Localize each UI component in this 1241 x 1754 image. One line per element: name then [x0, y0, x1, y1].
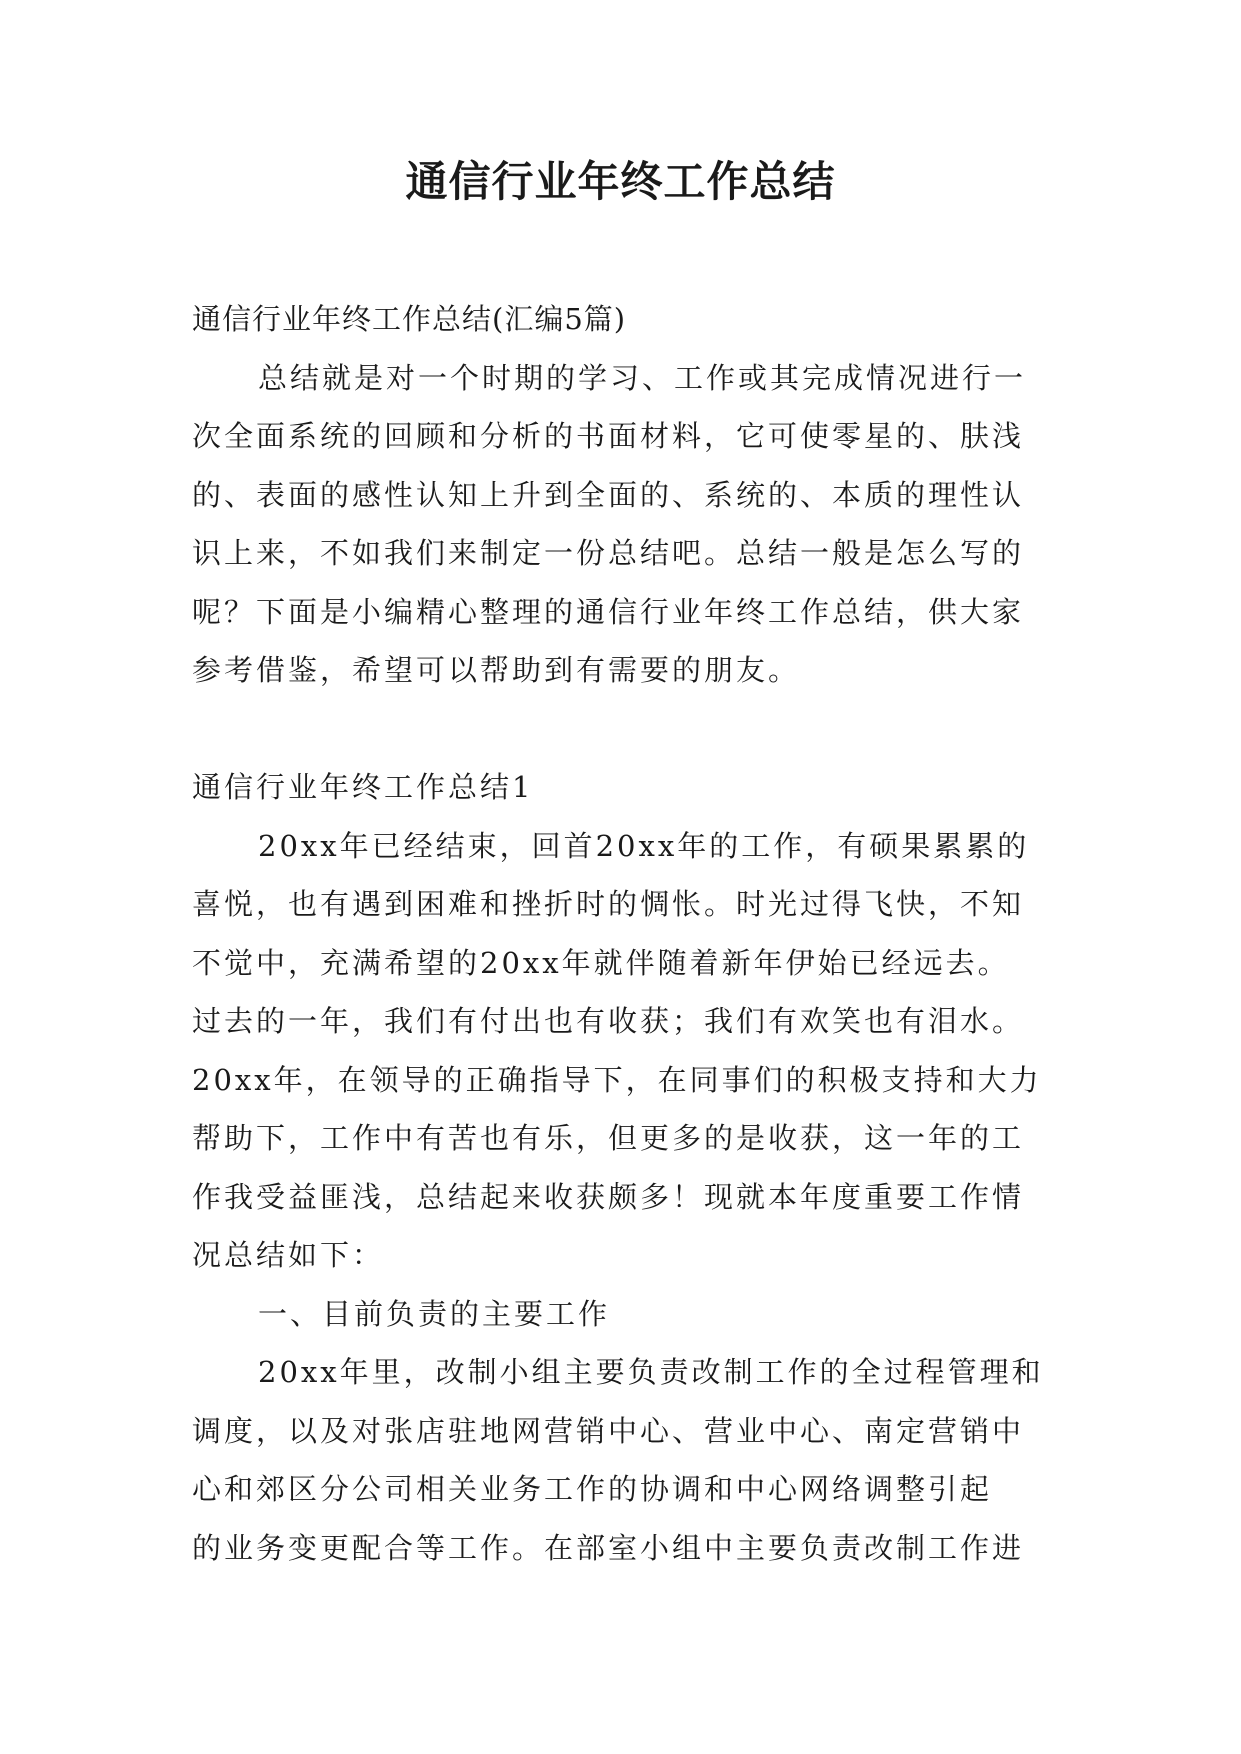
text-line: 过去的一年，我们有付出也有收获；我们有欢笑也有泪水。	[192, 1004, 1025, 1038]
text-line: 次全面系统的回顾和分析的书面材料，它可使零星的、肤浅	[192, 419, 1025, 453]
text-line: 20xx年已经结束，回首20xx年的工作，有硕果累累的	[258, 828, 1030, 863]
text-line: 调度，以及对张店驻地网营销中心、营业中心、南定营销中	[192, 1413, 1025, 1448]
text-line: 20xx年里，改制小组主要负责改制工作的全过程管理和	[258, 1355, 1044, 1389]
document-subtitle: 通信行业年终工作总结(汇编5篇)	[192, 302, 627, 336]
text-line: 总结就是对一个时期的学习、工作或其完成情况进行一	[258, 360, 1027, 395]
text-line: 帮助下，工作中有苦也有乐，但更多的是收获，这一年的工	[192, 1121, 1025, 1155]
text-line: 作我受益匪浅，总结起来收获颇多！现就本年度重要工作情	[192, 1179, 1025, 1214]
text-line: 喜悦，也有遇到困难和挫折时的惆怅。时光过得飞快，不知	[192, 887, 1025, 921]
text-line: 的、表面的感性认知上升到全面的、系统的、本质的理性认	[192, 477, 1025, 512]
paragraph-gap	[192, 700, 1052, 759]
text-line: 呢？下面是小编精心整理的通信行业年终工作总结，供大家	[192, 594, 1025, 629]
section-paragraph	[192, 817, 1052, 1285]
point-heading: 一、目前负责的主要工作	[258, 1296, 611, 1331]
text-line: 不觉中，充满希望的20xx年就伴随着新年伊始已经远去。	[192, 945, 1010, 980]
document-body	[192, 290, 1052, 1577]
text-line: 的业务变更配合等工作。在部室小组中主要负责改制工作进	[192, 1530, 1025, 1565]
text-line: 况总结如下：	[192, 1238, 385, 1272]
text-line: 心和郊区分公司相关业务工作的协调和中心网络调整引起	[192, 1472, 993, 1506]
section-heading: 通信行业年终工作总结1	[192, 770, 534, 804]
text-line: 20xx年，在领导的正确指导下，在同事们的积极支持和大力	[192, 1062, 1042, 1097]
point-paragraph	[192, 1343, 1052, 1577]
text-line: 识上来，不如我们来制定一份总结吧。总结一般是怎么写的	[192, 536, 1025, 570]
document-title: 通信行业年终工作总结	[405, 157, 836, 206]
intro-paragraph	[192, 349, 1052, 700]
text-line: 参考借鉴，希望可以帮助到有需要的朋友。	[192, 653, 801, 687]
